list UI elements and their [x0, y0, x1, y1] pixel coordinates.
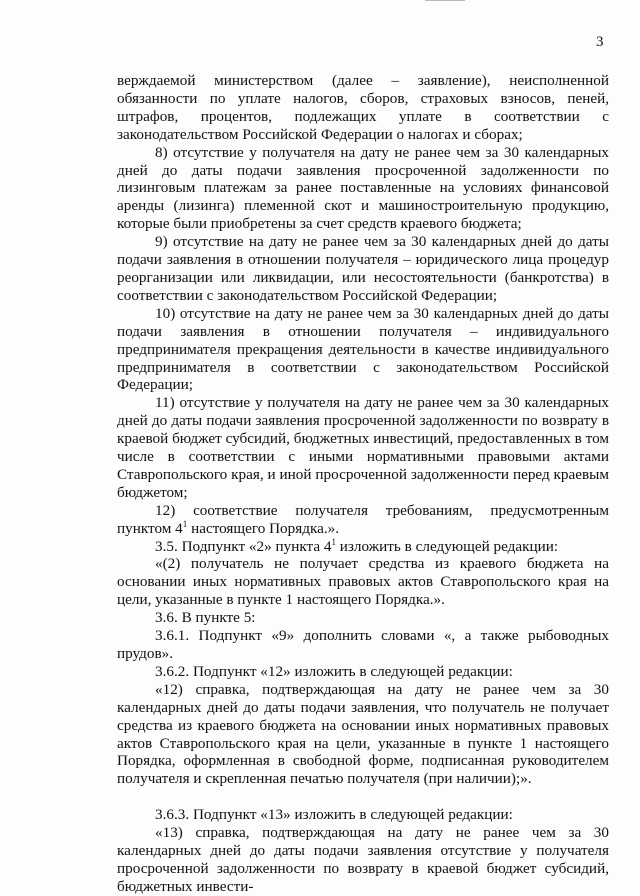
paragraph-text: 3.5. Подпункт «2» пункта 4: [155, 537, 332, 555]
page-number: 3: [596, 34, 604, 50]
paragraph-p10: [117, 627, 609, 663]
paragraph-text: 3.6.2. Подпункт «12» изложить в следующей редакции:: [155, 662, 513, 680]
paragraph-p1: [117, 72, 609, 144]
paragraph-text: «12) справка, подтверждающая на дату не ранее чем за 30 календарных дней до даты подачи заявления, что получатель не получает средства из краевого бюджета на основании иных нормативных правовых актов Ставропольского края на цели, указанные в пункте 1 настоящего Порядка, оформленная в свободной форме, подписанная руководителем получателя и скрепленная печатью получателя (при наличии);».: [117, 680, 609, 788]
paragraph-text: 9) отсутствие на дату не ранее чем за 30 календарных дней до даты подачи заявления в отношении получателя – юридического лица процедур реорганизации или ликвидации, или несостоятельности (банкротства) в соответствии с законодательством Российской Федерации;: [117, 233, 609, 304]
paragraph-text: 12) соответствие получателя требованиям, предусмотренным пунктом 4: [117, 501, 609, 537]
superscript: 1: [331, 536, 336, 547]
paragraph-p7: [117, 538, 609, 556]
paragraph-text: «13) справка, подтверждающая на дату не ранее чем за 30 календарных дней до даты подачи заявления отсутствие у получателя просроченной задолженности по возврату в краевой бюджет субсидий, бюджетных инвести-: [117, 824, 609, 895]
paragraph-text: 10) отсутствие на дату не ранее чем за 30 календарных дней до даты подачи заявления в отношении получателя – индивидуального предпринимателя прекращения деятельности в качестве индивидуального предпринимателя в соответствии с законодательством Российской Федерации;: [117, 304, 609, 394]
paragraph-p3: [117, 233, 609, 305]
paragraph-p11: [117, 663, 609, 681]
paragraph-p6: [117, 502, 609, 538]
paragraph-p2: [117, 144, 609, 234]
paragraph-text-after: изложить в следующей редакции:: [335, 537, 559, 555]
paragraph-p14: [117, 824, 609, 896]
paragraph-p12: [117, 681, 609, 788]
paragraph-p9: [117, 609, 609, 627]
document-body: [117, 72, 609, 896]
paragraph-p5: [117, 394, 609, 501]
paragraph-text: 11) отсутствие у получателя на дату не ранее чем за 30 календарных дней до даты подачи заявления просроченной задолженности по возврату в краевой бюджет субсидий, бюджетных инвестиций, предоставленных в том числе в соответствии с иными нормативными правовыми актами Ставропольского края, и иной просроченной задолженности перед краевым бюджетом;: [117, 394, 609, 501]
paragraph-text: 3.6.3. Подпункт «13» изложить в следующей редакции:: [155, 806, 513, 824]
paragraph-p13: [117, 806, 609, 824]
superscript: 1: [182, 518, 188, 529]
paragraph-text: «(2) получатель не получает средства из краевого бюджета на основании иных нормативных правовых актов Ставропольского края на цели, указанные в пункте 1 настоящего Порядка.».: [117, 555, 609, 609]
paragraph-p8: [117, 555, 609, 609]
paragraph-text: 3.6. В пункте 5:: [155, 609, 256, 627]
scan-artifact-line: [425, 0, 465, 3]
paragraph-text: 3.6.1. Подпункт «9» дополнить словами «, а также рыбоводных прудов».: [117, 627, 609, 662]
paragraph-text: 8) отсутствие у получателя на дату не ранее чем за 30 календарных дней до даты подачи заявления просроченной задолженности по лизинговым платежам за ранее поставленные на условиях финансовой аренды (лизинга) племенной скот и машиностроительную продукцию, которые были приобретены за счет средств краевого бюджета;: [117, 143, 609, 233]
paragraph-p4: [117, 305, 609, 395]
paragraph-text-after: настоящего Порядка.».: [187, 519, 340, 537]
paragraph-text: верждаемой министерством (далее – заявление), неисполненной обязанности по уплате налогов, сборов, страховых взносов, пеней, штрафов, процентов, подлежащих уплате в соответствии с законодательством Российской Федерации о налогах и сборах;: [117, 72, 609, 143]
